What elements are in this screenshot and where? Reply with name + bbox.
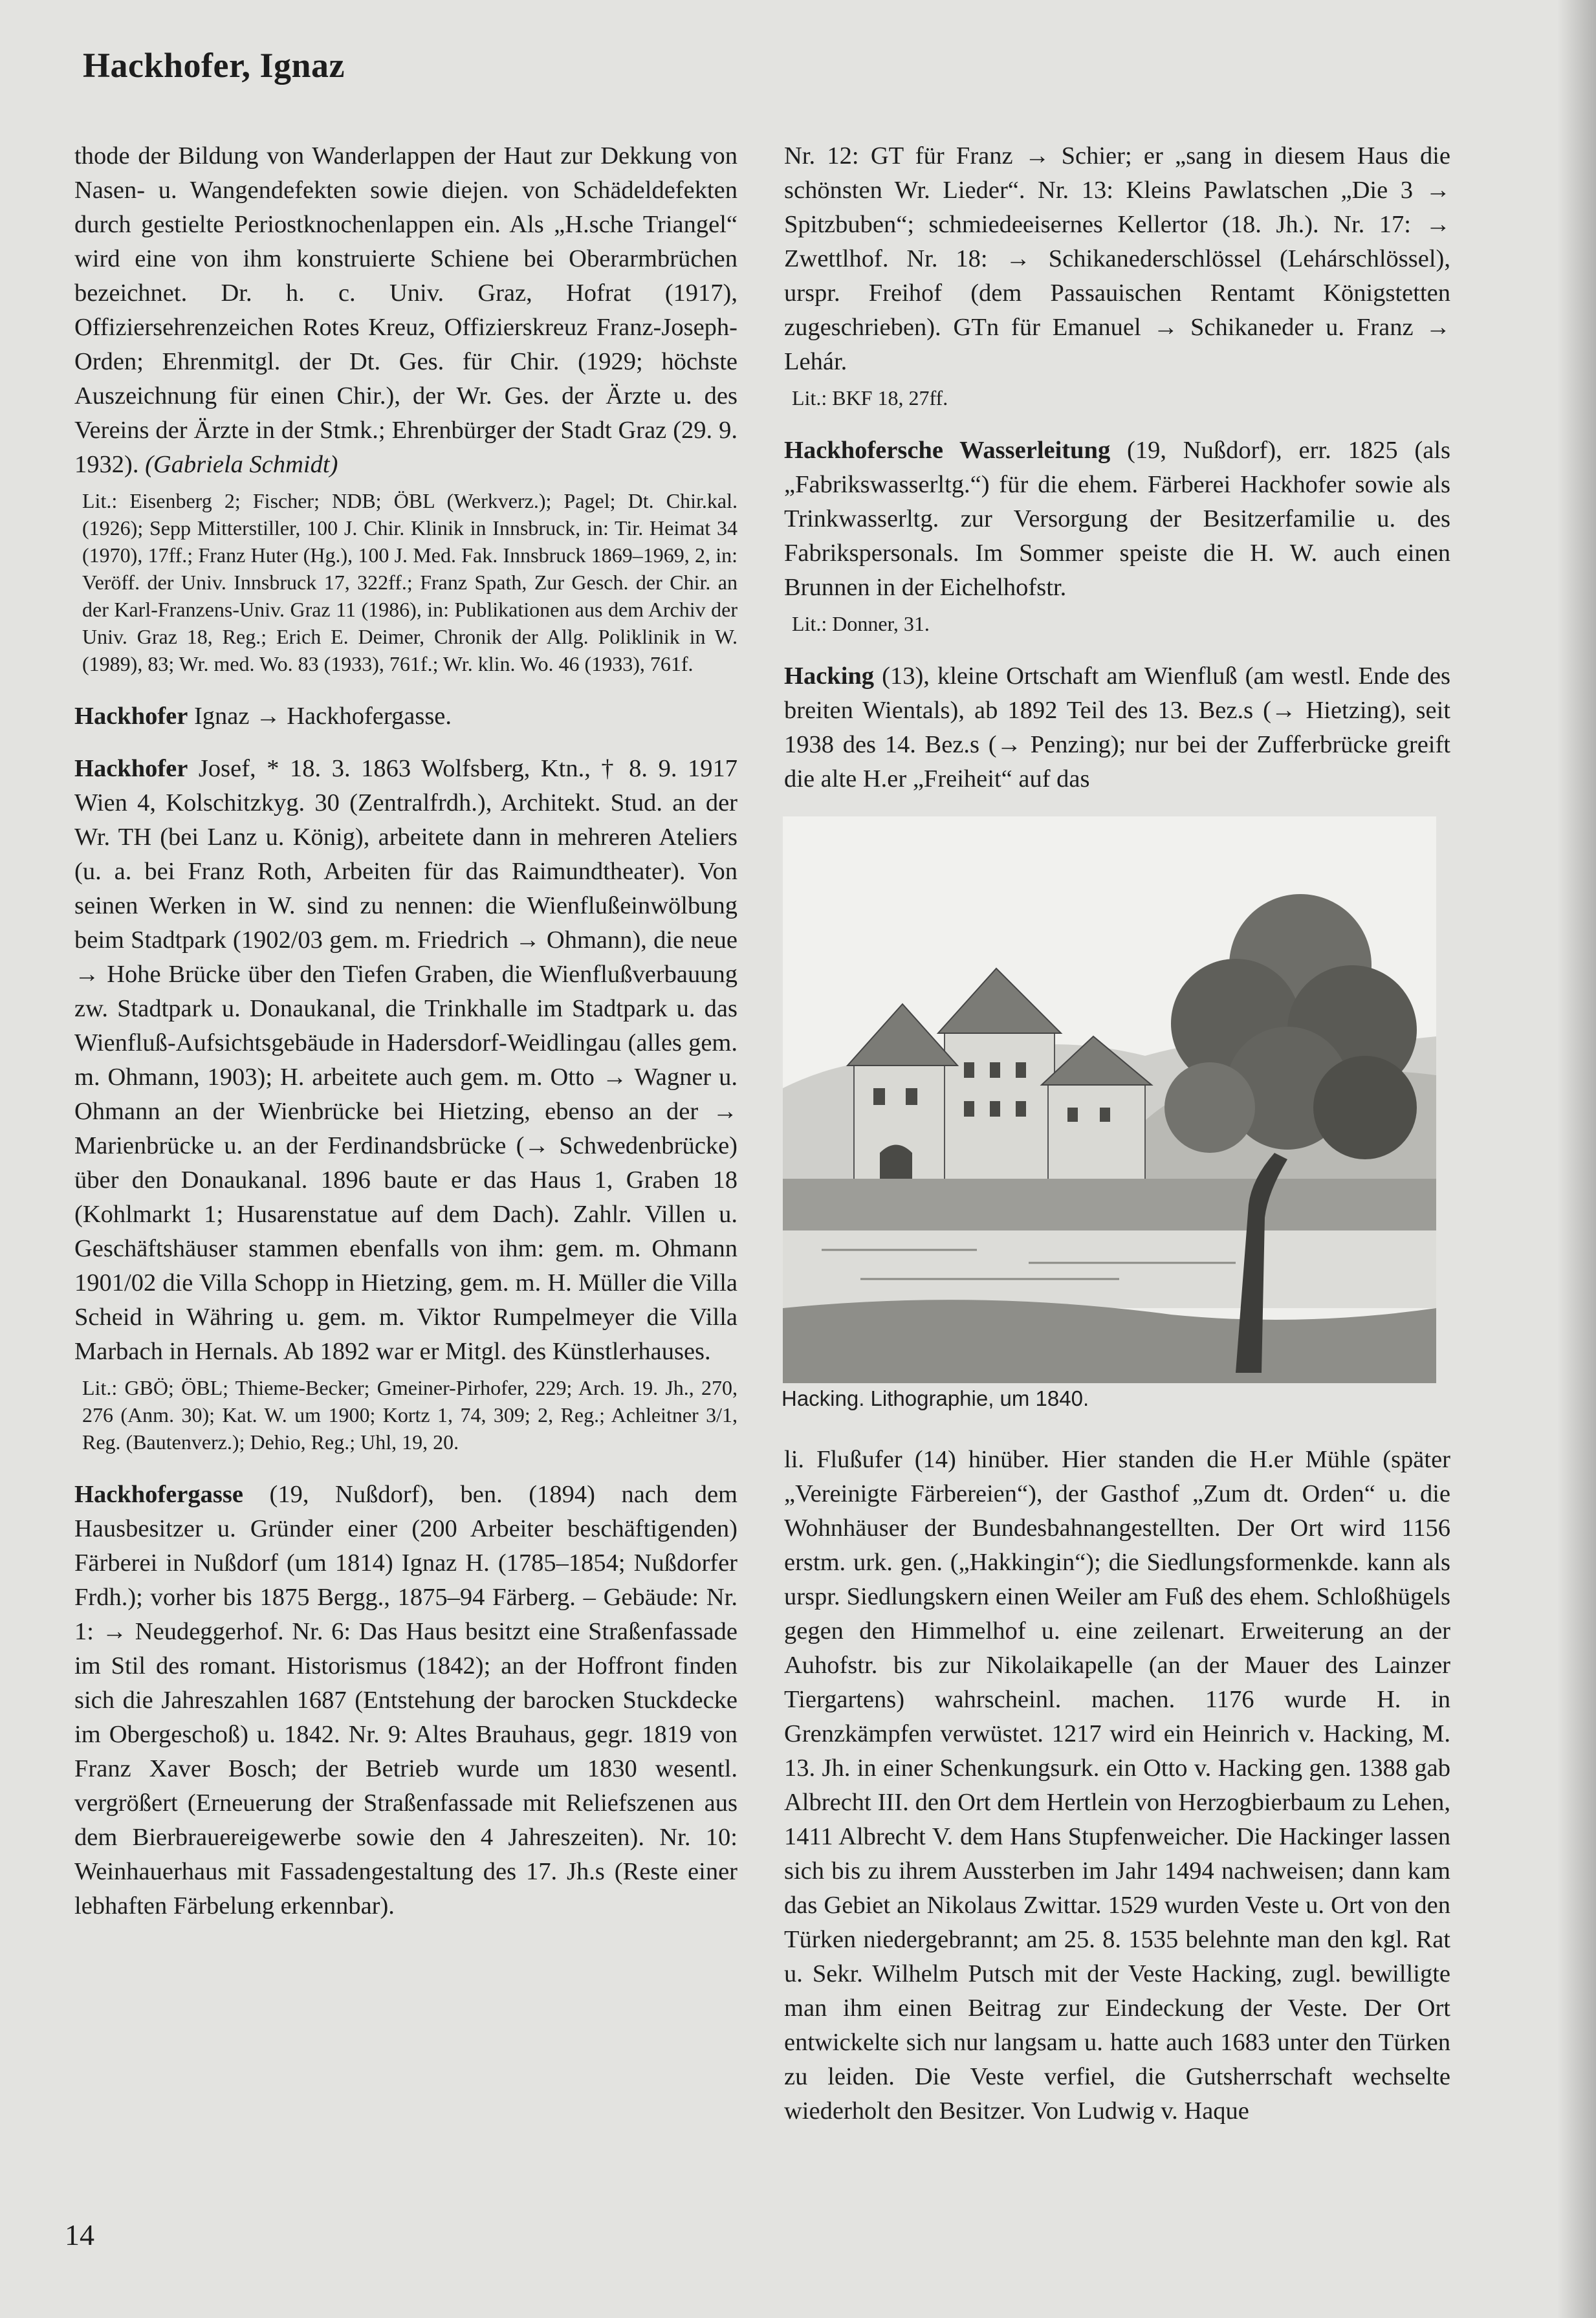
entry-hackhofergasse: Hackhofergasse (19, Nußdorf), ben. (1894) nach dem Hausbesitzer u. Gründer einer (200 Arbeiter beschäftigenden) Färberei in Nußdorf (um 1814) Ignaz H. (1785–1854; Nußdorfer Frdh.); vorher bis 1875 Bergg., 1875–94 Färberg. – Gebäude: Nr. 1: → Neudeggerhof. Nr. 6: Das Haus besitzt eine Straßenfassade im Stil des romant. Historismus (1842); an der Hoffront finden sich die Jahreszahlen 1687 (Entstehung der barocken Stuckdecke im Obergeschoß) u. 1842. Nr. 9: Altes Brauhaus, gegr. 1819 von Franz Xaver Bosch; der Betrieb wurde um 1830 wesentl. vergrößert (Erneuerung der Straßenfassade mit Reliefszenen aus dem Bierbrauereigewerbe sowie den 4 Jahreszeiten). Nr. 10: Weinhauerhaus mit Fassadengestaltung des 17. Jh.s (Reste einer lebhaften Färbelung erkennbar).	[74, 1481, 738, 1919]
literature-list: Lit.: Eisenberg 2; Fischer; NDB; ÖBL (Werkverz.); Pagel; Dt. Chir.kal. (1926); Sepp Mitterstiller, 100 J. Chir. Klinik in Innsbruck, in: Tir. Heimat 34 (1970), 17ff.; Franz Huter (Hg.), 100 J. Med. Fak. Innsbruck 1869–1969, 2, in: Veröff. der Univ. Innsbruck 17, 322ff.; Franz Spath, Zur Gesch. der Chir. an der Karl-Franzens-Univ. Graz 11 (1986), in: Publikationen aus dem Archiv der Univ. Graz 18, Reg.; Erich E. Deimer, Chronik der Allg. Poliklinik in W. (1989), 83; Wr. med. Wo. 83 (1933), 761f.; Wr. klin. Wo. 46 (1933), 761f.	[82, 489, 738, 675]
article-text: li. Flußufer (14) hinüber. Hier standen die H.er Mühle (später „Vereinigte Färbereien“), der Gasthof „Zum dt. Orden“ u. die Wohnhäuser der Bundesbahnangestellten. Der Ort wird 1156 erstm. urk. gen. („Hakkingin“); die Siedlungsformenkde. kann als urspr. Siedlungskern einen Weiler am Fuß des ehem. Schloßhügels gegen den Himmelhof u. eine zeilenart. Erweiterung an der Auhofstr. bis zur Nikolaikapelle (an der Mauer des Lainzer Tiergartens) wahrscheinl. machen. 1176 wurde H. in Grenzkämpfen verwüstet. 1217 wird ein Heinrich v. Hacking, M. 13. Jh. in einer Schenkungsurk. ein Otto v. Hacking gen. 1388 gab Albrecht III. den Ort dem Hertlein von Herzogbierbaum zu Lehen, 1411 Albrecht V. dem Hans Stupfenweicher. Die Hackinger lassen sich bis zu ihrem Aussterben im Jahr 1494 nachweisen; dann kam das Gebiet an Nikolaus Zwittar. 1529 wurden Veste u. Ort von den Türken niedergebrannt; am 25. 8. 1535 belehnte man den kgl. Rat u. Sekr. Wilhelm Putsch mit der Veste Hacking, zugl. bewilligte man ihm einen Beitrag zur Eindeckung der Veste. Der Ort entwickelte sich nur langsam u. hatte auch 1683 unter den Türken zu leiden. Die Veste verfiel, die Gutsherrschaft wechselte wiederholt den Besitzer. Von Ludwig v. Haque	[784, 1446, 1450, 2125]
entry-hackhofer-ignaz: Hackhofer Ignaz → Hackhofergasse.	[74, 703, 452, 730]
entry-lemma: Hacking	[784, 662, 875, 690]
figure-caption: Hacking. Lithographie, um 1840.	[782, 1386, 1089, 1410]
author-signature: (Gabriela Schmidt)	[145, 451, 338, 478]
entry-hackhofersche-wasserleitung: Hackhofersche Wasserleitung (19, Nußdorf), err. 1825 (als „Fabrikswasserltg.“) für die ehem. Färberei Hackhofer sowie als Trinkwasserltg. zur Versorgung der Besitzerfamilie u. des Fabrikspersonals. Im Sommer speiste die H. W. auch einen Brunnen in der Eichelhofstr.	[784, 437, 1450, 601]
entry-hacking: Hacking (13), kleine Ortschaft am Wienfluß (am westl. Ende des breiten Wientals), ab 1892 Teil des 13. Bez.s (→ Hietzing), seit 1938 des 14. Bez.s (→ Penzing); nur bei der Zufferbrücke greift die alte H.er „Freiheit“ auf das	[784, 662, 1451, 793]
entry-lemma: Hackhofersche Wasserleitung	[784, 437, 1111, 464]
page-gutter-shadow	[1557, 0, 1596, 2318]
lithograph-image	[783, 816, 1436, 1383]
entry-lemma: Hackhofer	[74, 755, 188, 782]
right-column-upper	[784, 139, 1450, 796]
literature-list: Lit.: BKF 18, 27ff.	[792, 386, 948, 410]
entry-lemma: Hackhofer	[74, 703, 188, 730]
article-text: Nr. 12: GT für Franz → Schier; er „sang in diesem Haus die schönsten Wr. Lieder“. Nr. 13: Kleins Pawlatschen „Die 3 → Spitzbuben“; schmiedeeisernes Kellertor (18. Jh.). Nr. 17: → Zwettlhof. Nr. 18: → Schikanederschlössel (Lehárschlössel), urspr. Freihof (dem Passauischen Rentamt Königstetten zugeschrieben). GTn für Emanuel → Schikaneder u. Franz → Lehár.	[784, 142, 1450, 375]
running-header: Hackhofer, Ignaz	[83, 46, 345, 85]
literature-list: Lit.: Donner, 31.	[792, 612, 930, 635]
literature-list: Lit.: GBÖ; ÖBL; Thieme-Becker; Gmeiner-Pirhofer, 229; Arch. 19. Jh., 270, 276 (Anm. 30); Kat. W. um 1900; Kortz 1, 74, 309; 2, Reg.; Achleitner 3/1, Reg. (Bautenverz.); Dehio, Reg.; Uhl, 19, 20.	[82, 1376, 738, 1454]
article-text: thode der Bildung von Wanderlappen der Haut zur Dekkung von Nasen- u. Wangendefekten sowie diejen. von Schädeldefekten durch gestielte Periostknochenlappen ein. Als „H.sche Triangel“ wird eine von ihm konstruierte Schiene bei Oberarmbrüchen bezeichnet. Dr. h. c. Univ. Graz, Hofrat (1917), Offiziersehrenzeichen Rotes Kreuz, Offizierskreuz Franz-Joseph-Orden; Ehrenmitgl. der Dt. Ges. für Chir. (1929; höchste Auszeichnung für einen Chir.), der Wr. Ges. der Ärzte u. des Vereins der Ärzte in der Stmk.; Ehrenbürger der Stadt Graz (29. 9. 1932). (Gabriela Schmidt)	[74, 142, 738, 478]
page-number: 14	[65, 2218, 94, 2251]
entry-hackhofer-josef: Hackhofer Josef, * 18. 3. 1863 Wolfsberg, Ktn., † 8. 9. 1917 Wien 4, Kolschitzkyg. 30 (Zentralfrdh.), Architekt. Stud. an der Wr. TH (bei Lanz u. König), arbeitete dann in mehreren Ateliers (u. a. bei Franz Roth, Arbeiten für das Raimundtheater). Von seinen Werken in W. sind zu nennen: die Wienflußeinwölbung beim Stadtpark (1902/03 gem. m. Friedrich → Ohmann), die neue → Hohe Brücke über den Tiefen Graben, die Wienflußverbauung zw. Stadtpark u. Donaukanal, die Trinkhalle im Stadtpark u. das Wienfluß-Aufsichtsgebäude in Hadersdorf-Weidlingau (alles gem. m. Ohmann, 1903); H. arbeitete auch gem. m. Otto → Wagner u. Ohmann an der Wienbrücke bei Hietzing, ebenso an der → Marienbrücke u. an der Ferdinandsbrücke (→ Schwedenbrücke) über den Donaukanal. 1896 baute er das Haus 1, Graben 18 (Kohlmarkt 1; Husarenstatue auf dem Dach). Zahlr. Villen u. Geschäftshäuser stammen ebenfalls von ihm: gem. m. Ohmann 1901/02 die Villa Schopp in Hietzing, gem. m. H. Müller die Villa Scheid in Währing u. gem. m. Viktor Rumpelmeyer die Villa Marbach in Hernals. Ab 1892 war er Mitgl. des Künstlerhauses.	[74, 755, 738, 1365]
left-column	[74, 139, 738, 1923]
right-column-lower	[784, 1443, 1450, 2128]
entry-lemma: Hackhofergasse	[74, 1481, 243, 1508]
